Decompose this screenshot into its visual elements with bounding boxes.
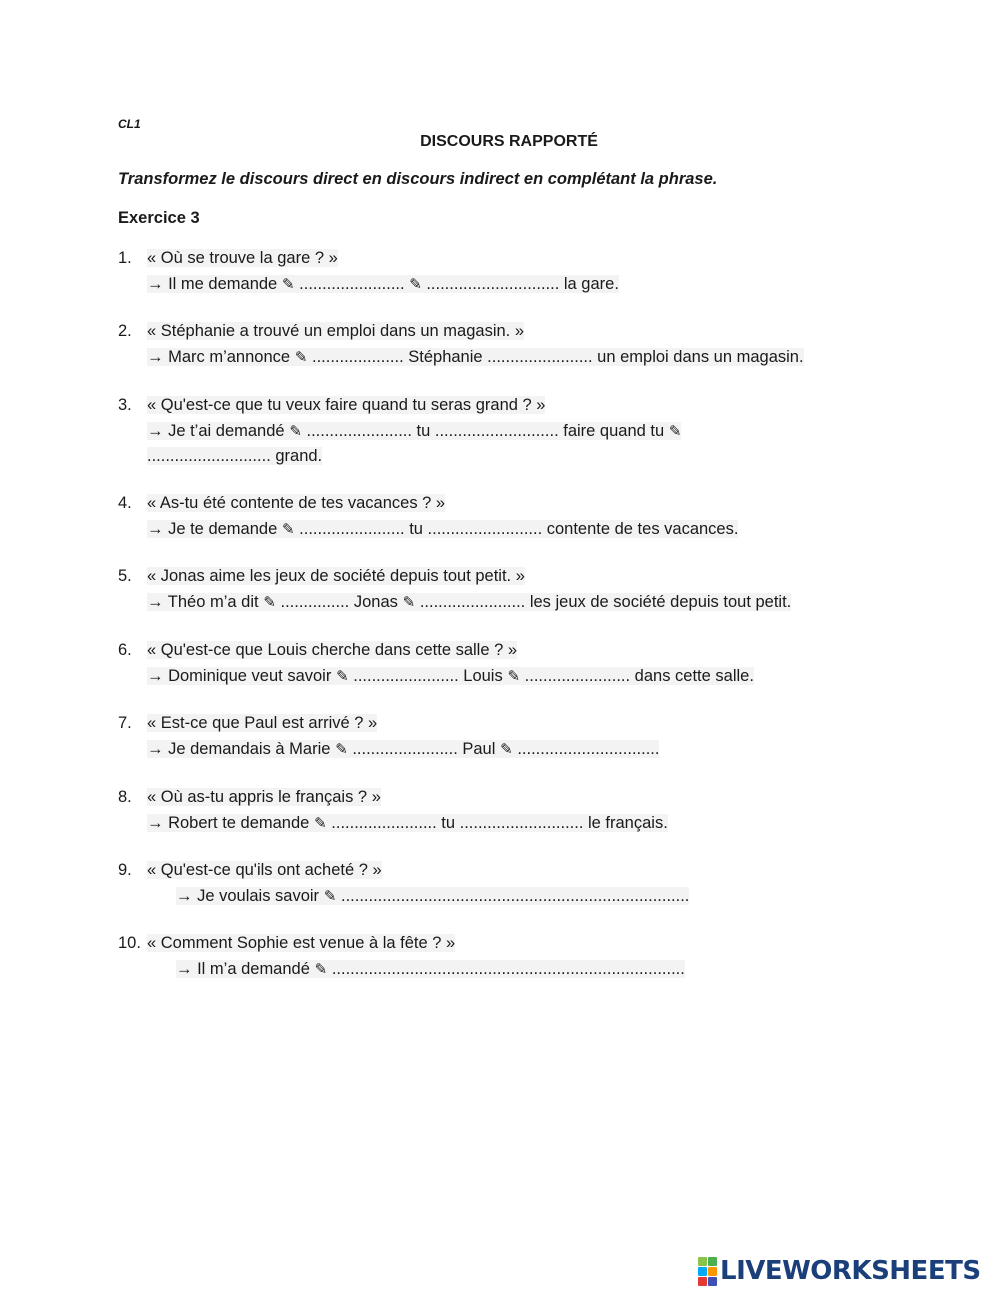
answer-text: → Je demandais à Marie xyxy=(147,739,331,758)
answer-text: → Dominique veut savoir xyxy=(147,666,332,685)
item-number: 8. xyxy=(118,788,132,806)
answer-text: .................... Stéphanie ....................... un emploi dans un magasin. xyxy=(307,347,804,366)
logo-square xyxy=(698,1277,707,1286)
direct-speech: « Est-ce que Paul est arrivé ? » xyxy=(147,714,378,732)
exercise-code: CL1 xyxy=(118,117,141,131)
liveworksheets-logo xyxy=(698,1256,981,1286)
answer-text: ............................................................................. xyxy=(327,959,685,978)
reported-speech-line xyxy=(147,593,791,612)
item-number: 5. xyxy=(118,567,132,585)
direct-speech: « Comment Sophie est venue à la fête ? » xyxy=(147,934,456,952)
answer-text: ....................... xyxy=(294,274,410,293)
logo-square xyxy=(708,1267,717,1276)
reported-speech-line xyxy=(147,422,681,441)
pencil-icon: ✎ xyxy=(331,666,349,685)
reported-speech-line-continued xyxy=(147,447,322,466)
pencil-icon: ✎ xyxy=(330,739,348,758)
item-number: 4. xyxy=(118,494,132,512)
reported-speech-line xyxy=(147,275,619,294)
pencil-icon: ✎ xyxy=(502,666,521,685)
item-number: 9. xyxy=(118,861,132,879)
direct-speech: « Stéphanie a trouvé un emploi dans un magasin. » xyxy=(147,322,525,340)
pencil-icon: ✎ xyxy=(284,421,302,440)
exercise-heading: Exercice 3 xyxy=(118,209,200,227)
logo-square xyxy=(698,1267,707,1276)
item-number: 1. xyxy=(118,249,132,267)
answer-text: ............... Jonas xyxy=(275,592,398,611)
direct-speech: « Qu'est-ce que tu veux faire quand tu seras grand ? » xyxy=(147,396,546,414)
answer-text: → Je voulais savoir xyxy=(176,886,320,905)
direct-speech: « Où se trouve la gare ? » xyxy=(147,249,338,267)
item-number: 7. xyxy=(118,714,132,732)
pencil-icon: ✎ xyxy=(277,519,295,538)
pencil-icon: ✎ xyxy=(290,347,308,366)
direct-speech: « Qu'est-ce que Louis cherche dans cette salle ? » xyxy=(147,641,518,659)
reported-speech-line xyxy=(176,960,685,979)
pencil-icon: ✎ xyxy=(309,959,328,978)
answer-text: → Il me demande xyxy=(147,274,278,293)
answer-text: → Marc m’annonce xyxy=(147,347,291,366)
answer-text: ....................... tu ........................... le français. xyxy=(326,813,668,832)
reported-speech-line xyxy=(147,520,738,539)
pencil-icon: ✎ xyxy=(397,592,416,611)
answer-text: ....................... dans cette salle. xyxy=(520,666,754,685)
answer-text: ....................... tu ......................... contente de tes vacances. xyxy=(294,519,739,538)
reported-speech-line xyxy=(147,814,668,833)
reported-speech-line xyxy=(147,348,804,367)
direct-speech: « Jonas aime les jeux de société depuis tout petit. » xyxy=(147,567,525,585)
answer-text: → Robert te demande xyxy=(147,813,310,832)
direct-speech: « Où as-tu appris le français ? » xyxy=(147,788,381,806)
logo-square xyxy=(698,1257,707,1266)
answer-text: ....................... Louis xyxy=(348,666,503,685)
item-number: 2. xyxy=(118,322,132,340)
answer-text: ....................... tu ........................... faire quand tu xyxy=(301,421,665,440)
reported-speech-line xyxy=(147,740,659,759)
answer-text: ............................................................................ xyxy=(336,886,690,905)
pencil-icon: ✎ xyxy=(495,739,513,758)
logo-square xyxy=(708,1277,717,1286)
logo-text: LIVEWORKSHEETS xyxy=(720,1256,981,1286)
direct-speech: « As-tu été contente de tes vacances ? » xyxy=(147,494,446,512)
reported-speech-line xyxy=(176,887,689,906)
pencil-icon: ✎ xyxy=(258,592,276,611)
answer-text: ....................... les jeux de société depuis tout petit. xyxy=(415,592,792,611)
pencil-icon: ✎ xyxy=(277,274,295,293)
logo-squares-icon xyxy=(698,1257,717,1286)
page-title: DISCOURS RAPPORTÉ xyxy=(420,133,598,150)
logo-square xyxy=(708,1257,717,1266)
answer-text: ............................... xyxy=(512,739,660,758)
answer-text: → Il m’a demandé xyxy=(176,959,310,978)
pencil-icon: ✎ xyxy=(309,813,327,832)
item-number: 3. xyxy=(118,396,132,414)
direct-speech: « Qu'est-ce qu'ils ont acheté ? » xyxy=(147,861,382,879)
pencil-icon: ✎ xyxy=(664,421,682,440)
pencil-icon: ✎ xyxy=(409,274,422,293)
answer-text: → Je t’ai demandé xyxy=(147,421,285,440)
answer-text: ........................... grand. xyxy=(147,447,323,465)
answer-text: ....................... Paul xyxy=(347,739,496,758)
answer-text: ............................. la gare. xyxy=(421,274,619,293)
answer-text: → Théo m’a dit xyxy=(147,592,259,611)
item-number: 6. xyxy=(118,641,132,659)
reported-speech-line xyxy=(147,667,754,686)
pencil-icon: ✎ xyxy=(319,886,337,905)
answer-text: → Je te demande xyxy=(147,519,278,538)
instruction: Transformez le discours direct en discours indirect en complétant la phrase. xyxy=(118,170,718,188)
item-number: 10. xyxy=(118,934,141,952)
